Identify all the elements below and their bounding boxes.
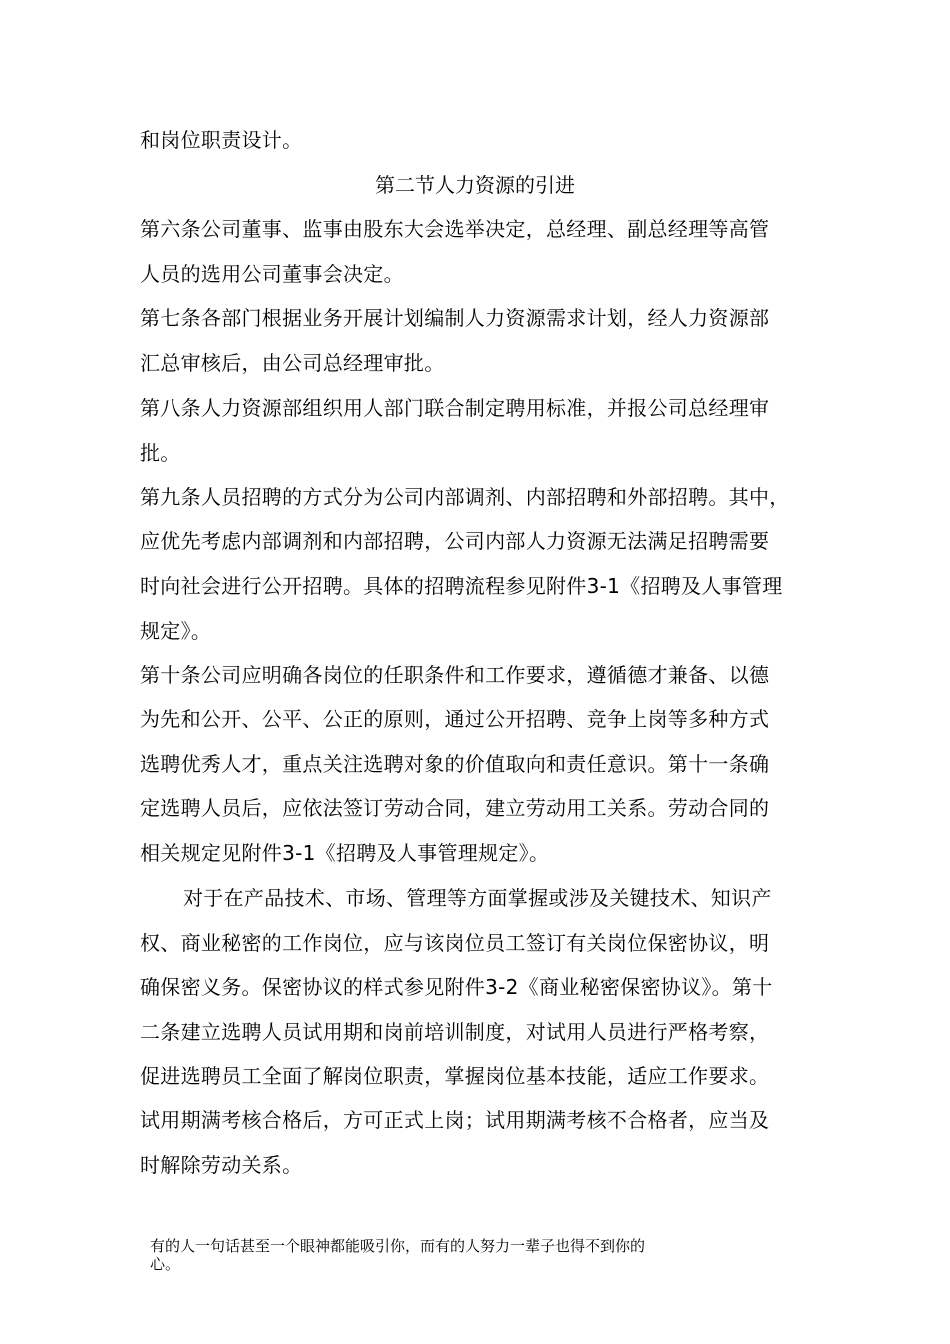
body-text-line: 促进选聘员工全面了解岗位职责，掌握岗位基本技能，适应工作要求。: [140, 1064, 770, 1088]
body-text-line: 人员的选用公司董事会决定。: [140, 262, 404, 286]
body-text-line: 应优先考虑内部调剂和内部招聘，公司内部人力资源无法满足招聘需要: [140, 529, 770, 553]
body-text-line: 试用期满考核合格后，方可正式上岗；试用期满考核不合格者，应当及: [140, 1108, 770, 1132]
footer-quote-line: 有的人一句话甚至一个眼神都能吸引你，而有的人努力一辈子也得不到你的: [150, 1237, 646, 1255]
body-text-line: 确保密义务。保密协议的样式参见附件3-2《商业秘密保密协议》。第十: [140, 975, 773, 999]
body-text-line: 第七条各部门根据业务开展计划编制人力资源需求计划，经人力资源部: [140, 306, 770, 330]
body-text-line: 第六条公司董事、监事由股东大会选举决定，总经理、副总经理等高管: [140, 217, 770, 241]
body-text-line: 对于在产品技术、市场、管理等方面掌握或涉及关键技术、知识产: [183, 886, 772, 910]
body-text-line: 规定》。: [140, 619, 212, 643]
body-text-line: 相关规定见附件3-1《招聘及人事管理规定》。: [140, 841, 550, 865]
section-heading: 第二节人力资源的引进: [375, 173, 575, 197]
body-text-line: 第十条公司应明确各岗位的任职条件和工作要求，遵循德才兼备、以德: [140, 663, 770, 687]
body-text-line: 第八条人力资源部组织用人部门联合制定聘用标准，并报公司总经理审: [140, 396, 770, 420]
footer-quote-line: 心。: [150, 1255, 181, 1273]
body-text-line: 为先和公开、公平、公正的原则，通过公开招聘、竞争上岗等多种方式: [140, 707, 770, 731]
body-text-line: 定选聘人员后，应依法签订劳动合同，建立劳动用工关系。劳动合同的: [140, 796, 770, 820]
body-text-line: 二条建立选聘人员试用期和岗前培训制度，对试用人员进行严格考察，: [140, 1020, 770, 1044]
body-text-line: 第九条人员招聘的方式分为公司内部调剂、内部招聘和外部招聘。其中，: [140, 485, 790, 509]
body-text-line: 和岗位职责设计。: [140, 128, 303, 152]
body-text-line: 时向社会进行公开招聘。具体的招聘流程参见附件3-1《招聘及人事管理: [140, 574, 783, 598]
body-text-line: 批。: [140, 441, 181, 465]
body-text-line: 时解除劳动关系。: [140, 1153, 303, 1177]
body-text-line: 权、商业秘密的工作岗位，应与该岗位员工签订有关岗位保密协议，明: [140, 931, 770, 955]
body-text-line: 汇总审核后，由公司总经理审批。: [140, 351, 445, 375]
body-text-line: 选聘优秀人才，重点关注选聘对象的价值取向和责任意识。第十一条确: [140, 752, 770, 776]
